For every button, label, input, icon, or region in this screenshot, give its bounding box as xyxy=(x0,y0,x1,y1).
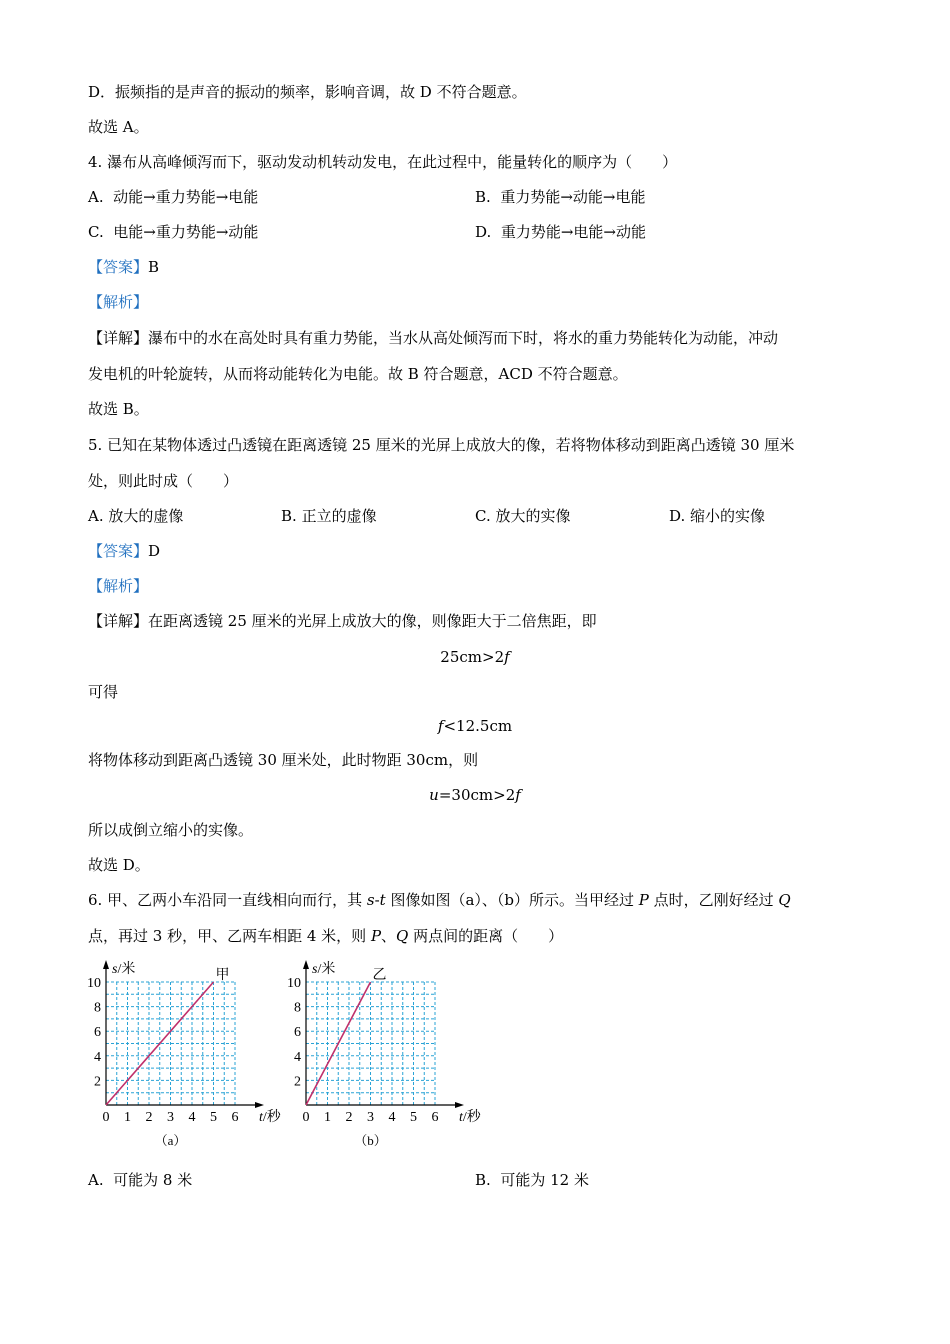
q3-option-d-explanation: D．振频指的是声音的振动的频率，影响音调，故 D 不符合题意。 xyxy=(88,83,527,101)
q5-choose-line: 故选 D。 xyxy=(88,856,150,874)
x-tick-label: 5 xyxy=(210,1110,217,1125)
q4-choose-line: 故选 B。 xyxy=(88,400,149,418)
option-label: C. xyxy=(475,507,491,525)
eq-text: 25cm>2 xyxy=(440,648,505,666)
y-tick-label: 4 xyxy=(294,1049,301,1065)
y-axis-var: s xyxy=(312,962,318,977)
answer-tag: 【答案】 xyxy=(88,258,149,276)
q4-option-c xyxy=(88,222,258,242)
stem-var: P xyxy=(638,891,649,909)
q5-answer-line xyxy=(88,541,160,561)
x-axis-var: t xyxy=(259,1110,263,1125)
y-axis-arrow xyxy=(303,960,309,969)
y-axis-var: s xyxy=(112,962,118,977)
y-axis-label xyxy=(312,960,335,977)
q6-stem-line-2 xyxy=(88,926,563,946)
q6-stem-line-1 xyxy=(88,890,791,910)
eq-var: f xyxy=(504,648,510,666)
q4-answer-line xyxy=(88,257,159,277)
detail-text: 在距离透镜 25 厘米的光屏上成放大的像，则像距大于二倍焦距，即 xyxy=(148,612,597,630)
q5-detail-line-1 xyxy=(88,611,597,631)
eq-text: =30cm>2 xyxy=(438,786,516,804)
option-text: 可能为 8 米 xyxy=(113,1171,193,1189)
x-axis-var: t xyxy=(459,1110,463,1125)
x-tick-label: 0 xyxy=(102,1110,110,1125)
q5-option-c xyxy=(475,506,571,526)
x-tick-label: 3 xyxy=(367,1110,374,1125)
series-line xyxy=(306,982,371,1105)
q6-option-a xyxy=(88,1170,192,1190)
eq-var: f xyxy=(437,717,444,735)
y-axis-unit: /米 xyxy=(117,962,136,977)
option-text: 重力势能→动能→电能 xyxy=(500,188,646,206)
x-tick-label: 3 xyxy=(167,1110,174,1125)
q5-option-a xyxy=(88,506,183,526)
option-text: 缩小的实像 xyxy=(690,507,766,525)
y-tick-label: 8 xyxy=(94,1000,101,1016)
x-axis-unit: /秒 xyxy=(462,1110,481,1125)
q5-analysis-line xyxy=(88,576,148,596)
option-label: B. xyxy=(281,507,297,525)
y-axis-arrow xyxy=(103,960,109,969)
x-tick-label: 0 xyxy=(302,1110,310,1125)
option-label: A. xyxy=(88,507,104,525)
eq-var: u xyxy=(429,786,439,804)
stem-text: 、 xyxy=(381,927,397,945)
answer-value: D xyxy=(148,542,161,560)
option-label: B. xyxy=(475,188,491,206)
option-text: 电能→重力势能→动能 xyxy=(113,223,259,241)
y-axis-unit: /米 xyxy=(317,962,336,977)
option-text: 动能→重力势能→电能 xyxy=(113,188,259,206)
option-text: 可能为 12 米 xyxy=(500,1171,589,1189)
x-axis-label xyxy=(459,1108,482,1125)
x-tick-label: 4 xyxy=(388,1110,396,1125)
option-text: 正立的虚像 xyxy=(301,507,377,525)
q5-option-d xyxy=(669,506,765,526)
option-text: 重力势能→电能→动能 xyxy=(500,223,646,241)
q4-option-b xyxy=(475,187,645,207)
analysis-tag: 【解析】 xyxy=(88,577,149,595)
stem-text: - xyxy=(374,891,380,909)
analysis-tag: 【解析】 xyxy=(88,293,149,311)
x-tick-label: 1 xyxy=(324,1110,331,1125)
detail-text: 瀑布中的水在高处时具有重力势能，当水从高处倾泻而下时，将水的重力势能转化为动能，冲动 xyxy=(148,329,779,347)
q4-detail-line-2: 发电机的叶轮旋转，从而将动能转化为电能。故 B 符合题意，ACD 不符合题意。 xyxy=(88,365,628,383)
option-label: D. xyxy=(669,507,686,525)
option-label: D. xyxy=(475,223,492,241)
q5-stem-line-2: 处，则此时成（ ） xyxy=(88,472,239,490)
y-tick-label: 4 xyxy=(94,1049,101,1065)
y-tick-label: 2 xyxy=(294,1074,301,1090)
option-label: A. xyxy=(88,188,104,206)
eq-text: <12.5cm xyxy=(443,717,513,735)
series-label: 乙 xyxy=(372,968,387,983)
q6-option-b xyxy=(475,1170,589,1190)
eq-var: f xyxy=(515,786,521,804)
q5-detail-line-2: 将物体移动到距离凸透镜 30 厘米处，此时物距 30cm，则 xyxy=(88,751,479,769)
q5-conclusion: 所以成倒立缩小的实像。 xyxy=(88,821,254,839)
y-tick-label: 6 xyxy=(94,1025,101,1041)
y-tick-label: 2 xyxy=(94,1074,101,1090)
stem-text: 两点间的距离（ ） xyxy=(408,927,564,945)
y-tick-label: 10 xyxy=(87,976,101,991)
x-tick-label: 2 xyxy=(145,1110,153,1125)
stem-var: Q xyxy=(778,891,791,909)
option-label: A. xyxy=(88,1171,104,1189)
q5-stem-line-1: 5. 已知在某物体透过凸透镜在距离透镜 25 厘米的光屏上成放大的像，若将物体移动到距离凸透镜 30 厘米 xyxy=(88,436,795,454)
q4-stem: 4. 瀑布从高峰倾泻而下，驱动发动机转动发电，在此过程中，能量转化的顺序为（ ） xyxy=(88,153,678,171)
chart-caption: （b） xyxy=(354,1133,387,1148)
q5-equation-2 xyxy=(0,716,950,736)
x-tick-label: 4 xyxy=(188,1110,196,1125)
q4-option-a xyxy=(88,187,258,207)
q4-analysis-line xyxy=(88,292,148,312)
stem-text: 点时，乙刚好经过 xyxy=(648,891,779,909)
y-axis-label xyxy=(112,960,135,977)
option-label: C. xyxy=(88,223,104,241)
answer-value: B xyxy=(148,258,160,276)
stem-var: t xyxy=(379,891,386,909)
q5-equation-1 xyxy=(0,647,950,667)
detail-tag: 【详解】 xyxy=(88,329,149,347)
x-axis-unit: /秒 xyxy=(262,1110,281,1125)
x-tick-label: 6 xyxy=(431,1110,439,1125)
chart-b-wrapper xyxy=(278,955,488,1159)
option-text: 放大的实像 xyxy=(495,507,571,525)
stem-text: 6. 甲、乙两小车沿同一直线相向而行，其 xyxy=(88,891,367,909)
answer-tag: 【答案】 xyxy=(88,542,149,560)
y-tick-label: 8 xyxy=(294,1000,301,1016)
stem-text: 点，再过 3 秒，甲、乙两车相距 4 米，则 xyxy=(88,927,371,945)
x-tick-label: 5 xyxy=(410,1110,417,1125)
option-label: B. xyxy=(475,1171,491,1189)
st-chart-b xyxy=(278,955,488,1155)
chart-a-wrapper xyxy=(78,955,281,1159)
stem-text: 图像如图（a）、（b）所示。当甲经过 xyxy=(385,891,639,909)
x-tick-label: 6 xyxy=(231,1110,239,1125)
st-chart-a xyxy=(78,955,281,1155)
chart-caption: （a） xyxy=(154,1133,187,1148)
q5-equation-3 xyxy=(0,785,950,805)
detail-tag: 【详解】 xyxy=(88,612,149,630)
option-text: 放大的虚像 xyxy=(108,507,184,525)
series-label: 甲 xyxy=(215,968,230,983)
y-tick-label: 6 xyxy=(294,1025,301,1041)
stem-var: Q xyxy=(396,927,409,945)
x-axis-arrow xyxy=(455,1102,464,1108)
q5-mid-text: 可得 xyxy=(88,683,119,701)
q5-option-b xyxy=(281,506,377,526)
stem-var: P xyxy=(370,927,382,945)
q4-detail-line-1 xyxy=(88,328,778,348)
x-tick-label: 1 xyxy=(124,1110,131,1125)
stem-var: s xyxy=(366,891,375,909)
x-axis-arrow xyxy=(255,1102,264,1108)
x-tick-label: 2 xyxy=(345,1110,353,1125)
y-tick-label: 10 xyxy=(287,976,301,991)
q3-choose-line: 故选 A。 xyxy=(88,118,149,136)
q4-option-d xyxy=(475,222,646,242)
